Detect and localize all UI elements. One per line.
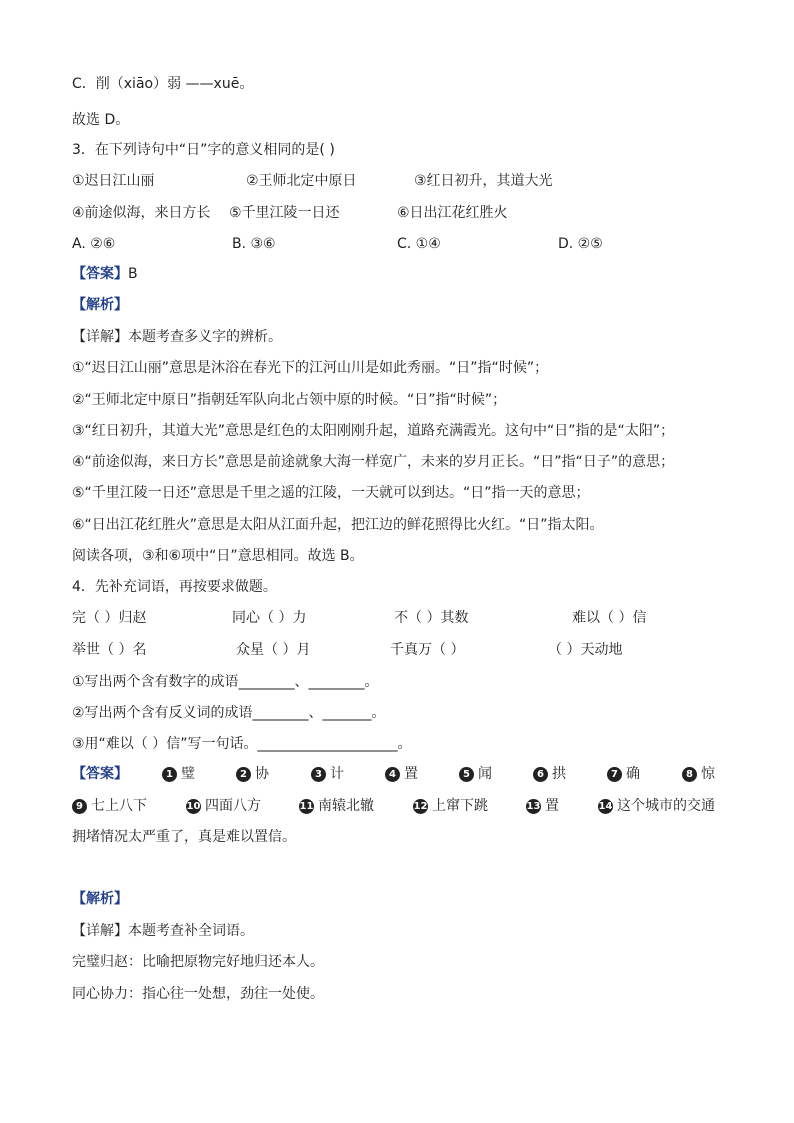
q3-choice-d: D. ②⑤: [558, 236, 603, 252]
q3-analysis-tag-line: [72, 295, 128, 315]
q4-answer-5: 5 闻: [459, 764, 492, 784]
q3-item-4: ④前途似海，来日方长: [72, 205, 211, 221]
analysis-tag: 【解析】: [72, 891, 128, 907]
q4-word-1: 完（ ）归赵: [72, 610, 147, 626]
q3-answer-line: [72, 264, 138, 284]
q3-item-1: ①迟日江山丽: [72, 173, 155, 189]
q4-task-3: ③用“难以（ ）信”写一句话。____________________。: [72, 736, 412, 752]
q4-word-6: 众星（ ）月: [236, 642, 311, 658]
q4-word-8: （ ）天动地: [548, 642, 623, 658]
q4-answer-1: 1 璧: [162, 764, 195, 784]
q4-detail-text: 本题考查补全词语。: [128, 923, 254, 939]
q4-analysis-tag-line: [72, 889, 128, 909]
answer-tag: 【答案】: [72, 766, 128, 782]
option-c-line: C．削（xiāo）弱 ——xuē。: [72, 76, 254, 92]
detail-tag: 【详解】: [72, 923, 128, 939]
q4-answer-11: 11 南辕北辙: [299, 798, 374, 814]
q4-answer-3: 3 计: [311, 764, 344, 784]
answer-tag: 【答案】: [72, 266, 128, 282]
q4-word-3: 不（ ）其数: [394, 610, 469, 626]
q4-answer-12: 12 上窜下跳: [413, 798, 488, 814]
q4-explanation-1: 完璧归赵：比喻把原物完好地归还本人。: [72, 954, 324, 970]
question-4-stem: 4．先补充词语，再按要求做题。: [72, 579, 277, 595]
q3-answer-value: B: [128, 266, 138, 282]
q3-explanation-5: ⑤“千里江陵一日还”意思是千里之遥的江陵，一天就可以到达。“日”指一天的意思；: [72, 485, 590, 501]
q3-explanation-4: ④“前途似海，来日方长”意思是前途就象大海一样宽广，未来的岁月正长。“日”指“日子”的意思；: [72, 454, 675, 470]
q4-answer-7: 7 确: [607, 764, 640, 784]
q3-detail-line: [72, 327, 282, 347]
q4-answer-8: 8 惊: [682, 764, 715, 784]
q4-task-1: ①写出两个含有数字的成语________、________。: [72, 674, 379, 690]
q3-choice-a: A. ②⑥: [72, 236, 116, 252]
q3-conclusion: 阅读各项，③和⑥项中“日”意思相同。故选 B。: [72, 548, 364, 564]
q4-answer-4: 4 置: [385, 764, 418, 784]
q4-task-2: ②写出两个含有反义词的成语________、_______。: [72, 705, 386, 721]
q4-word-4: 难以（ ）信: [572, 610, 647, 626]
q3-item-3: ③红日初升，其道大光: [414, 173, 553, 189]
q3-item-5: ⑤千里江陵一日还: [229, 205, 340, 221]
analysis-tag: 【解析】: [72, 297, 128, 313]
q4-explanation-2: 同心协力：指心往一处想，劲往一处使。: [72, 986, 324, 1002]
q4-answer-13: 13 置: [526, 798, 559, 814]
q3-explanation-1: ①“迟日江山丽”意思是沐浴在春光下的江河山川是如此秀丽。“日”指“时候”；: [72, 360, 549, 376]
question-3-stem: 3．在下列诗句中“日”字的意义相同的是( ): [72, 142, 335, 158]
detail-tag: 【详解】: [72, 329, 128, 345]
q4-answer-10: 10 四面八方: [186, 798, 261, 814]
q4-word-2: 同心（ ）力: [232, 610, 307, 626]
q3-detail-text: 本题考查多义字的辨析。: [128, 329, 282, 345]
q4-answer-tag-line: [72, 764, 128, 784]
q3-item-6: ⑥日出江花红胜火: [397, 205, 508, 221]
q4-answer-6: 6 拱: [533, 764, 566, 784]
q3-explanation-3: ③“红日初升，其道大光”意思是红色的太阳刚刚升起，道路充满霞光。这句中“日”指的是“太阳”；: [72, 423, 675, 439]
q3-explanation-6: ⑥“日出江花红胜火”意思是太阳从江面升起，把江边的鲜花照得比火红。“日”指太阳。: [72, 517, 604, 533]
q3-item-2: ②王师北定中原日: [246, 173, 357, 189]
q3-explanation-2: ②“王师北定中原日”指朝廷军队向北占领中原的时候。“日”指“时候”；: [72, 392, 507, 408]
q4-word-5: 举世（ ）名: [72, 642, 147, 658]
q4-detail-line: [72, 921, 254, 941]
q4-answer-continued: 拥堵情况太严重了，真是难以置信。: [72, 829, 296, 845]
q4-answer-14: 14 这个城市的交通: [598, 798, 715, 814]
q4-answer-9: 9 七上八下: [72, 796, 147, 816]
q3-choice-c: C. ①④: [397, 236, 441, 252]
q4-answer-2: 2 协: [236, 764, 269, 784]
q3-choice-b: B. ③⑥: [232, 236, 276, 252]
conclusion-line: 故选 D。: [72, 112, 130, 128]
q4-word-7: 千真万（ ）: [390, 642, 465, 658]
